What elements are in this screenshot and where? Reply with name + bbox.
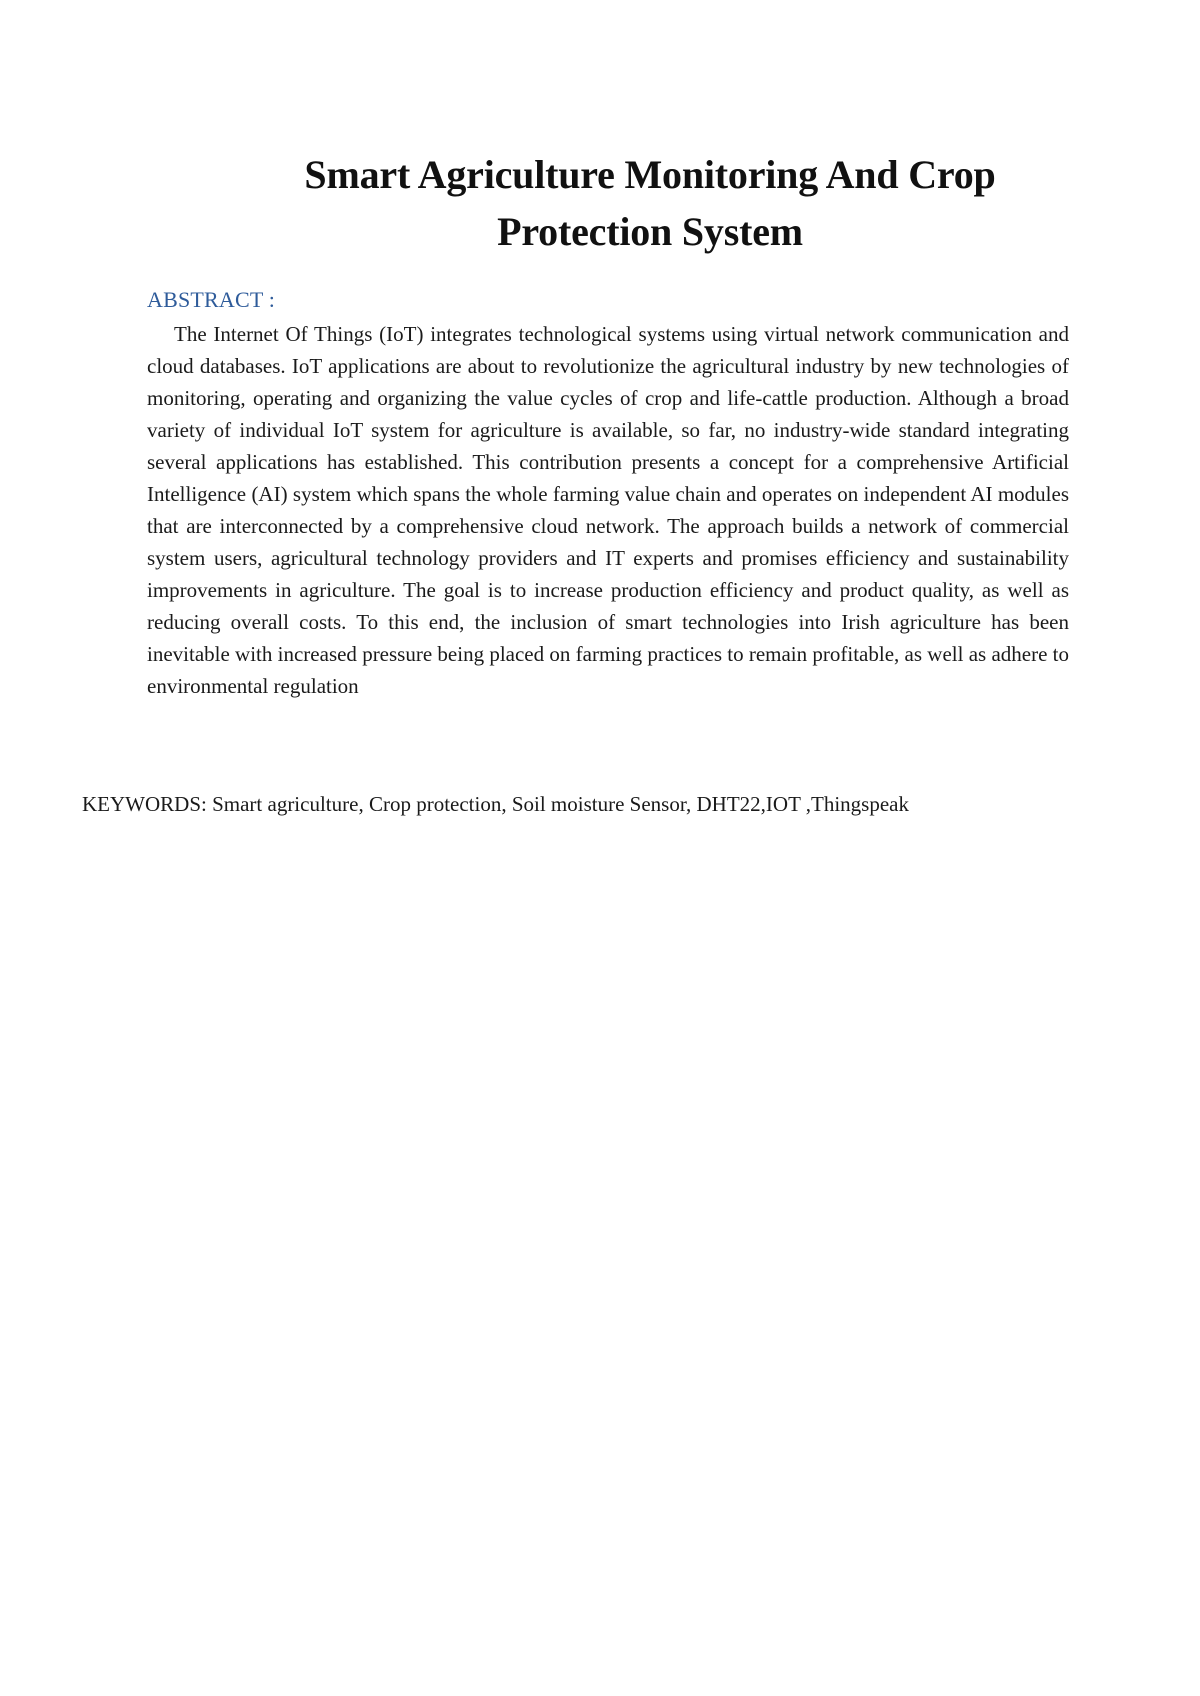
paper-title: Smart Agriculture Monitoring And Crop Protection System <box>304 152 996 254</box>
abstract-body: The Internet Of Things (IoT) integrates technological systems using virtual network communication and cloud databases. IoT applications are about to revolutionize the agricultural industry by new technologies of monitoring, operating and organizing the value cycles of crop and life-cattle production. Although a broad variety of individual IoT system for agriculture is available, so far, no industry-wide standard integrating several applications has established. This contribution presents a concept for a comprehensive Artificial Intelligence (AI) system which spans the whole farming value chain and operates on independent AI modules that are interconnected by a comprehensive cloud network. The approach builds a network of commercial system users, agricultural technology providers and IT experts and promises efficiency and sustainability improvements in agriculture. The goal is to increase production efficiency and product quality, as well as reducing overall costs. To this end, the inclusion of smart technologies into Irish agriculture has been inevitable with increased pressure being placed on farming practices to remain profitable, as well as adhere to environmental regulation <box>147 322 1069 698</box>
keywords-line: KEYWORDS: Smart agriculture, Crop protection, Soil moisture Sensor, DHT22,IOT ,Thingspeak <box>82 792 909 816</box>
abstract-heading: ABSTRACT : <box>147 287 276 312</box>
